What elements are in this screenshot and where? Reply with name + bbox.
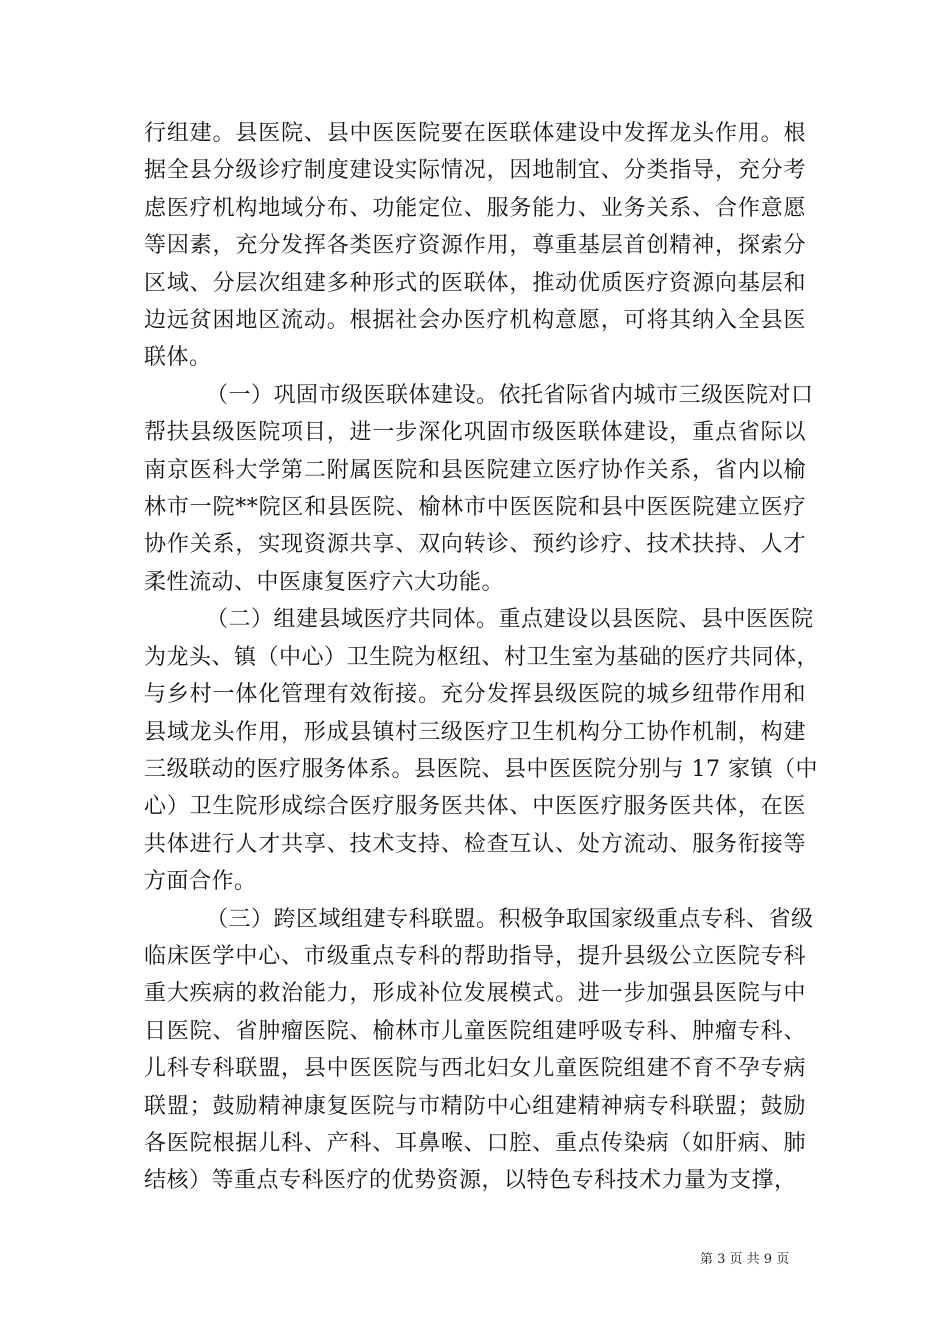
text-line: 帮扶县级医院项目，进一步深化巩固市级医联体建设，重点省际以 bbox=[144, 420, 806, 446]
text-line: （一）巩固市级医联体建设。依托省际省内城市三级医院对口 bbox=[206, 382, 814, 408]
text-line: 协作关系，实现资源共享、双向转诊、预约诊疗、技术扶持、人才 bbox=[144, 532, 806, 558]
text-line: 南京医科大学第二附属医院和县医院建立医疗协作关系，省内以榆 bbox=[144, 457, 806, 483]
text-line: （二）组建县域医疗共同体。重点建设以县医院、县中医医院 bbox=[206, 607, 814, 633]
text-line: 柔性流动、中医康复医疗六大功能。 bbox=[144, 569, 505, 595]
text-line: 三级联动的医疗服务体系。县医院、县中医医院分别与 17 家镇（中 bbox=[144, 756, 818, 782]
text-line: 林市一院**院区和县医院、榆林市中医医院和县中医医院建立医疗 bbox=[144, 495, 806, 521]
text-line: 联体。 bbox=[144, 345, 212, 371]
text-line: 心）卫生院形成综合医疗服务医共体、中医医疗服务医共体，在医 bbox=[144, 794, 806, 820]
text-line: 重大疾病的救治能力，形成补位发展模式。进一步加强县医院与中 bbox=[144, 981, 806, 1007]
text-line: 联盟；鼓励精神康复医院与市精防中心组建精神病专科联盟；鼓励 bbox=[144, 1093, 806, 1119]
text-line: 虑医疗机构地域分布、功能定位、服务能力、业务关系、合作意愿 bbox=[144, 195, 806, 221]
text-line: 与乡村一体化管理有效衔接。充分发挥县级医院的城乡纽带作用和 bbox=[144, 682, 806, 708]
text-line: 日医院、省肿瘤医院、榆林市儿童医院组建呼吸专科、肿瘤专科、 bbox=[144, 1018, 806, 1044]
paragraph bbox=[144, 377, 814, 601]
text-line: 县域龙头作用，形成县镇村三级医疗卫生机构分工协作机制，构建 bbox=[144, 719, 806, 745]
text-line: 等因素，充分发挥各类医疗资源作用，尊重基层首创精神，探索分 bbox=[144, 233, 806, 259]
text-line: 临床医学中心、市级重点专科的帮助指导，提升县级公立医院专科 bbox=[144, 943, 806, 969]
text-line: 边远贫困地区流动。根据社会办医疗机构意愿，可将其纳入全县医 bbox=[144, 308, 806, 334]
text-line: 方面合作。 bbox=[144, 869, 257, 895]
text-line: 共体进行人才共享、技术支持、检查互认、处方流动、服务衔接等 bbox=[144, 831, 806, 857]
text-line: 为龙头、镇（中心）卫生院为枢纽、村卫生室为基础的医疗共同体， bbox=[144, 644, 820, 670]
text-line: 据全县分级诊疗制度建设实际情况，因地制宜、分类指导，充分考 bbox=[144, 158, 806, 184]
page-number: 第 3 页 共 9 页 bbox=[700, 1252, 790, 1267]
text-line: （三）跨区域组建专科联盟。积极争取国家级重点专科、省级 bbox=[206, 906, 814, 932]
text-line: 区域、分层次组建多种形式的医联体，推动优质医疗资源向基层和 bbox=[144, 270, 806, 296]
paragraph bbox=[144, 115, 806, 377]
document-body bbox=[144, 115, 820, 1200]
text-line: 儿科专科联盟，县中医医院与西北妇女儿童医院组建不育不孕专病 bbox=[144, 1056, 806, 1082]
text-line: 各医院根据儿科、产科、耳鼻喉、口腔、重点传染病（如肝病、肺 bbox=[144, 1130, 806, 1156]
paragraph bbox=[144, 601, 820, 900]
text-line: 行组建。县医院、县中医医院要在医联体建设中发挥龙头作用。根 bbox=[144, 121, 806, 146]
paragraph bbox=[144, 901, 814, 1200]
text-line: 结核）等重点专科医疗的优势资源，以特色专科技术力量为支撑， bbox=[144, 1168, 797, 1194]
